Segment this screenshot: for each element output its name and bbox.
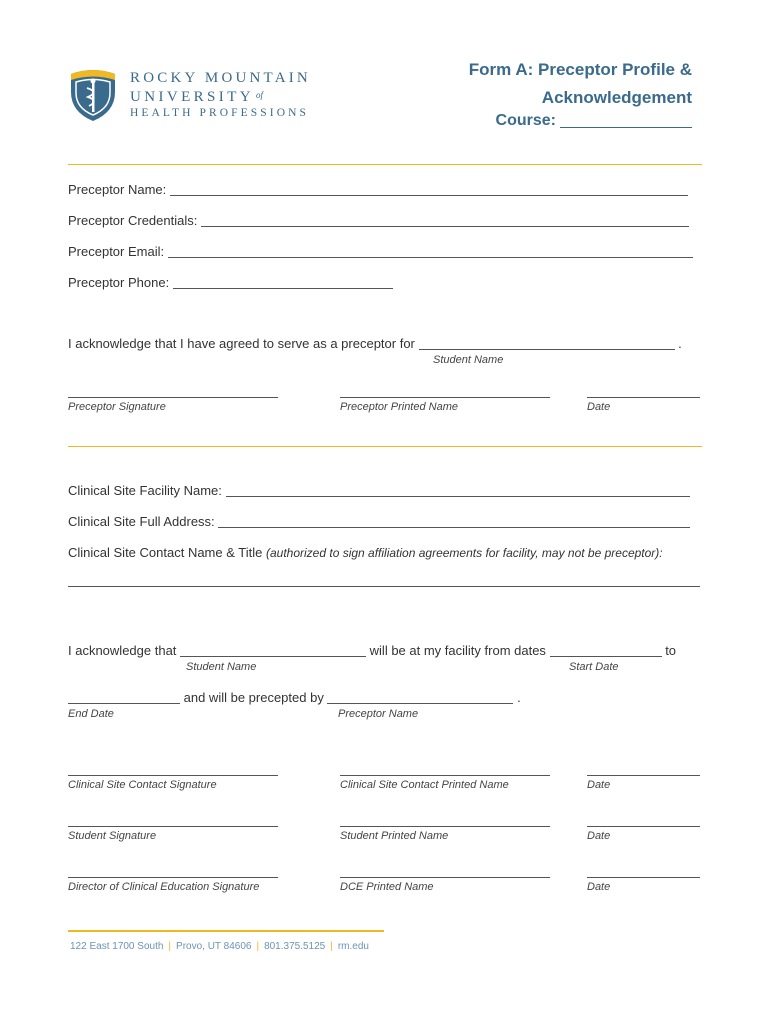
facility-name-field[interactable]	[68, 483, 690, 498]
ack2-end: .	[517, 690, 521, 705]
site-contact-field	[68, 545, 663, 560]
ack2-start-date-caption: Start Date	[569, 661, 619, 673]
site-address-label: Clinical Site Full Address:	[68, 514, 215, 529]
dce-printed-name-line[interactable]	[340, 877, 550, 878]
logo-line-2-suffix: of	[256, 90, 264, 100]
site-contact-label: Clinical Site Contact Name & Title	[68, 545, 263, 560]
ack1-student-caption: Student Name	[433, 354, 504, 366]
ack2-preceptor-blank[interactable]	[327, 691, 513, 704]
section-divider	[68, 446, 702, 447]
preceptor-acknowledgement	[68, 336, 682, 351]
logo-line-3: HEALTH PROFESSIONS	[130, 107, 310, 119]
site-contact-date-line[interactable]	[587, 775, 700, 776]
preceptor-signature-caption: Preceptor Signature	[68, 401, 166, 413]
footer-address: 122 East 1700 South	[70, 941, 164, 952]
student-date-caption: Date	[587, 830, 611, 842]
preceptor-credentials-field[interactable]	[68, 213, 689, 228]
preceptor-name-blank[interactable]	[170, 183, 688, 196]
footer-contact	[70, 941, 369, 952]
dce-signature-line[interactable]	[68, 877, 278, 878]
facility-acknowledgement	[68, 643, 676, 658]
dce-date-line[interactable]	[587, 877, 700, 878]
student-printed-name-line[interactable]	[340, 826, 550, 827]
preceptor-phone-label: Preceptor Phone:	[68, 275, 170, 290]
preceptor-phone-field[interactable]	[68, 275, 393, 290]
preceptor-printed-name-caption: Preceptor Printed Name	[340, 401, 458, 413]
dce-signature-caption: Director of Clinical Education Signature	[68, 881, 260, 893]
ack2-student-blank[interactable]	[180, 644, 366, 657]
facility-acknowledgement-cont	[68, 690, 521, 705]
ack2-student-caption: Student Name	[186, 661, 257, 673]
form-title-line-1: Form A: Preceptor Profile &	[468, 60, 692, 79]
university-logo	[68, 68, 328, 124]
ack2-part2: will be at my facility from dates	[369, 643, 546, 658]
facility-name-label: Clinical Site Facility Name:	[68, 483, 222, 498]
shield-emblem-icon	[68, 68, 118, 122]
logo-line-2: UNIVERSITY	[130, 89, 254, 105]
site-contact-date-caption: Date	[587, 779, 611, 791]
site-contact-signature-line[interactable]	[68, 775, 278, 776]
facility-name-blank[interactable]	[226, 484, 690, 497]
ack2-part3: to	[665, 643, 677, 658]
student-date-line[interactable]	[587, 826, 700, 827]
preceptor-signature-line[interactable]	[68, 397, 278, 398]
site-address-field[interactable]	[68, 514, 690, 529]
site-contact-signature-caption: Clinical Site Contact Signature	[68, 779, 217, 791]
preceptor-email-label: Preceptor Email:	[68, 244, 165, 259]
ack2-end-date-blank[interactable]	[68, 691, 180, 704]
preceptor-email-field[interactable]	[68, 244, 693, 259]
site-contact-printed-name-caption: Clinical Site Contact Printed Name	[340, 779, 509, 791]
dce-date-caption: Date	[587, 881, 611, 893]
ack2-part4: and will be precepted by	[183, 690, 324, 705]
preceptor-printed-name-line[interactable]	[340, 397, 550, 398]
footer-web-link[interactable]: rm.edu	[337, 941, 369, 952]
form-title	[469, 56, 692, 112]
form-title-line-2: Acknowledgement	[541, 88, 692, 107]
site-contact-printed-name-line[interactable]	[340, 775, 550, 776]
preceptor-email-blank[interactable]	[168, 245, 693, 258]
course-label: Course:	[495, 112, 556, 129]
footer-divider	[68, 930, 384, 932]
site-contact-blank[interactable]	[68, 586, 700, 587]
dce-printed-name-caption: DCE Printed Name	[340, 881, 434, 893]
ack2-preceptor-caption: Preceptor Name	[338, 708, 419, 720]
site-address-blank[interactable]	[218, 515, 690, 528]
course-field[interactable]	[496, 112, 692, 130]
student-signature-line[interactable]	[68, 826, 278, 827]
preceptor-date-caption: Date	[587, 401, 611, 413]
ack2-start-date-blank[interactable]	[550, 644, 662, 657]
site-contact-note: (authorized to sign affiliation agreements for facility, may not be preceptor):	[265, 546, 663, 560]
preceptor-credentials-blank[interactable]	[201, 214, 689, 227]
student-signature-caption: Student Signature	[68, 830, 157, 842]
preceptor-name-field[interactable]	[68, 182, 688, 197]
ack1-text: I acknowledge that I have agreed to serve as a preceptor for	[68, 336, 415, 351]
ack2-end-date-caption: End Date	[68, 708, 114, 720]
footer-city: Provo, UT 84606	[176, 941, 252, 952]
preceptor-credentials-label: Preceptor Credentials:	[68, 213, 198, 228]
footer-separator: |	[168, 941, 172, 952]
ack1-end: .	[678, 336, 682, 351]
preceptor-date-line[interactable]	[587, 397, 700, 398]
preceptor-name-label: Preceptor Name:	[68, 182, 167, 197]
ack2-part1: I acknowledge that	[68, 643, 177, 658]
logo-line-1: ROCKY MOUNTAIN	[130, 70, 311, 86]
preceptor-phone-blank[interactable]	[173, 276, 393, 289]
footer-separator: |	[256, 941, 260, 952]
footer-separator: |	[330, 941, 333, 952]
footer-phone: 801.375.5125	[264, 941, 326, 952]
ack1-student-blank[interactable]	[419, 337, 675, 350]
header-divider	[68, 164, 702, 165]
course-blank[interactable]	[560, 113, 692, 128]
student-printed-name-caption: Student Printed Name	[340, 830, 449, 842]
